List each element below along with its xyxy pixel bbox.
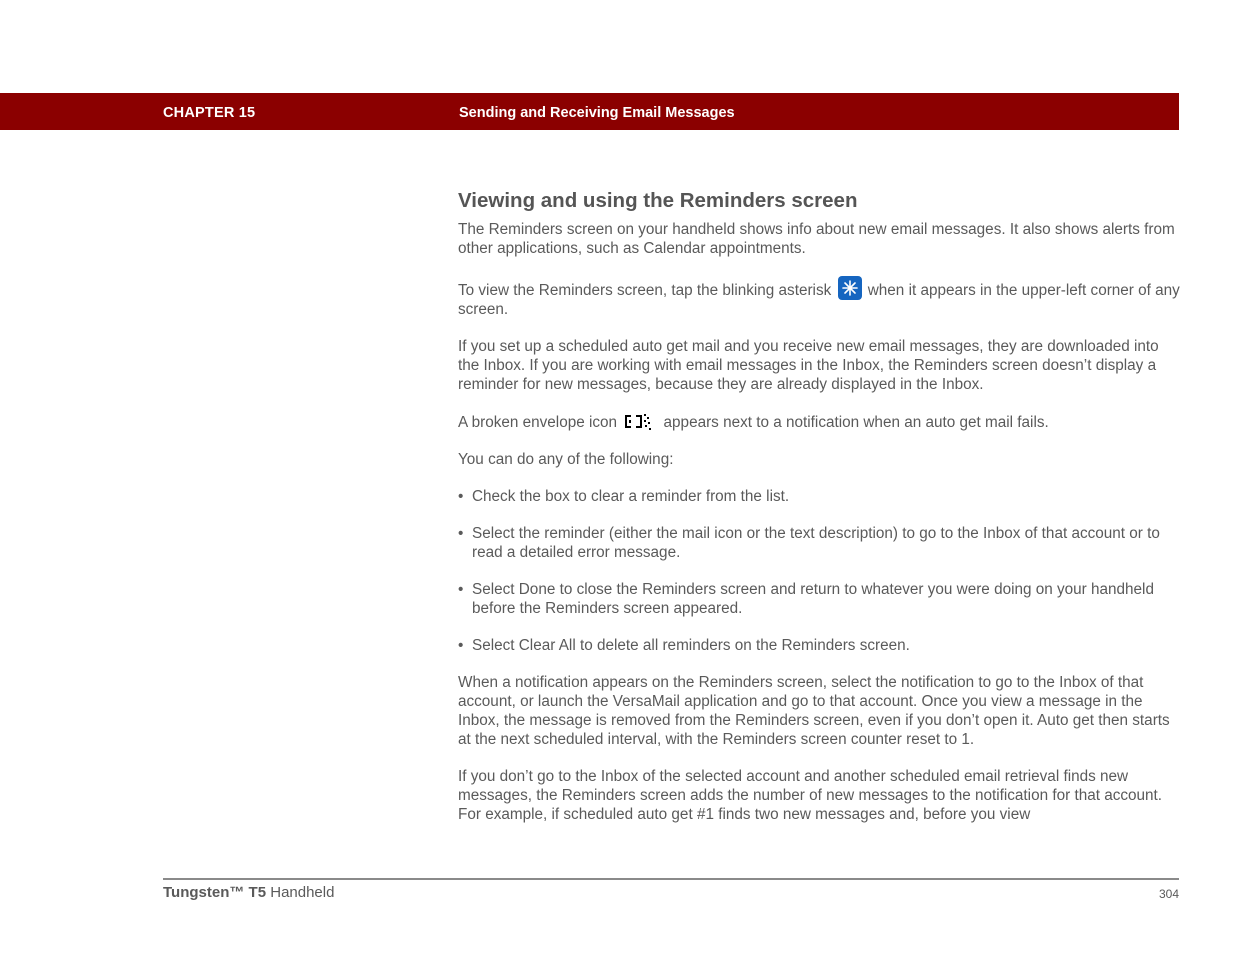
paragraph-text: when it appears in the upper-left corner of any screen.: [458, 282, 1180, 318]
list-item: [458, 636, 1182, 655]
main-content: [458, 188, 1182, 842]
paragraph-auto-get-mail: If you set up a scheduled auto get mail and you receive new email messages, they are downloaded into the Inbox. If you are working with email messages in the Inbox, the Reminders screen doesn’t display a reminder for new messages, because they are already displayed in the Inbox.: [458, 338, 1159, 393]
footer-product-name: [163, 884, 334, 901]
broken-envelope-icon: [624, 412, 656, 432]
paragraph-text: A broken envelope icon: [458, 414, 618, 431]
list-item: [458, 487, 1182, 506]
bullet: •: [458, 488, 464, 505]
bullet: •: [458, 525, 464, 542]
chapter-number: CHAPTER 15: [163, 105, 256, 121]
paragraph-options-intro: You can do any of the following:: [458, 451, 674, 468]
page-number: 304: [1158, 887, 1179, 901]
paragraph-intro: The Reminders screen on your handheld shows info about new email messages. It also shows alerts from other applications, such as Calendar appointments.: [458, 221, 1175, 257]
paragraph-text: appears next to a notification when an auto get mail fails.: [663, 414, 1049, 431]
paragraph-view-reminders: [458, 276, 1182, 319]
list-item-text: Select Done to close the Reminders screen and return to whatever you were doing on your handheld before the Reminders screen appeared.: [472, 581, 1154, 617]
product-name-bold: Tungsten™ T5: [163, 884, 267, 901]
options-list: [458, 487, 1182, 655]
paragraph-broken-envelope: [458, 412, 1182, 432]
list-item: [458, 524, 1182, 562]
list-item-text: Select Clear All to delete all reminders on the Reminders screen.: [472, 637, 910, 654]
paragraph-retrieval: If you don’t go to the Inbox of the selected account and another scheduled email retrieval finds new messages, the Reminders screen adds the number of new messages to the notification for that account. For example, if scheduled auto get #1 finds two new messages and, before you view: [458, 768, 1163, 823]
asterisk-icon: [838, 276, 862, 300]
product-name-rest: Handheld: [266, 884, 335, 901]
paragraph-text: To view the Reminders screen, tap the blinking asterisk: [458, 282, 832, 299]
bullet: •: [458, 637, 464, 654]
list-item-text: Select the reminder (either the mail icon or the text description) to go to the Inbox of that account or to read a detailed error message.: [472, 525, 1160, 561]
chapter-title: Sending and Receiving Email Messages: [459, 105, 735, 121]
bullet: •: [458, 581, 464, 598]
list-item-text: Check the box to clear a reminder from the list.: [472, 488, 790, 505]
section-heading: Viewing and using the Reminders screen: [458, 189, 858, 212]
paragraph-notification: When a notification appears on the Reminders screen, select the notification to go to the Inbox of that account, or launch the VersaMail application and go to that account. Once you view a message in the Inbox, the message is removed from the Reminders screen, even if you don’t open it. Auto get then starts at the next scheduled interval, with the Reminders screen counter reset to 1.: [458, 674, 1170, 748]
footer-divider: [163, 878, 1179, 880]
list-item: [458, 580, 1182, 618]
